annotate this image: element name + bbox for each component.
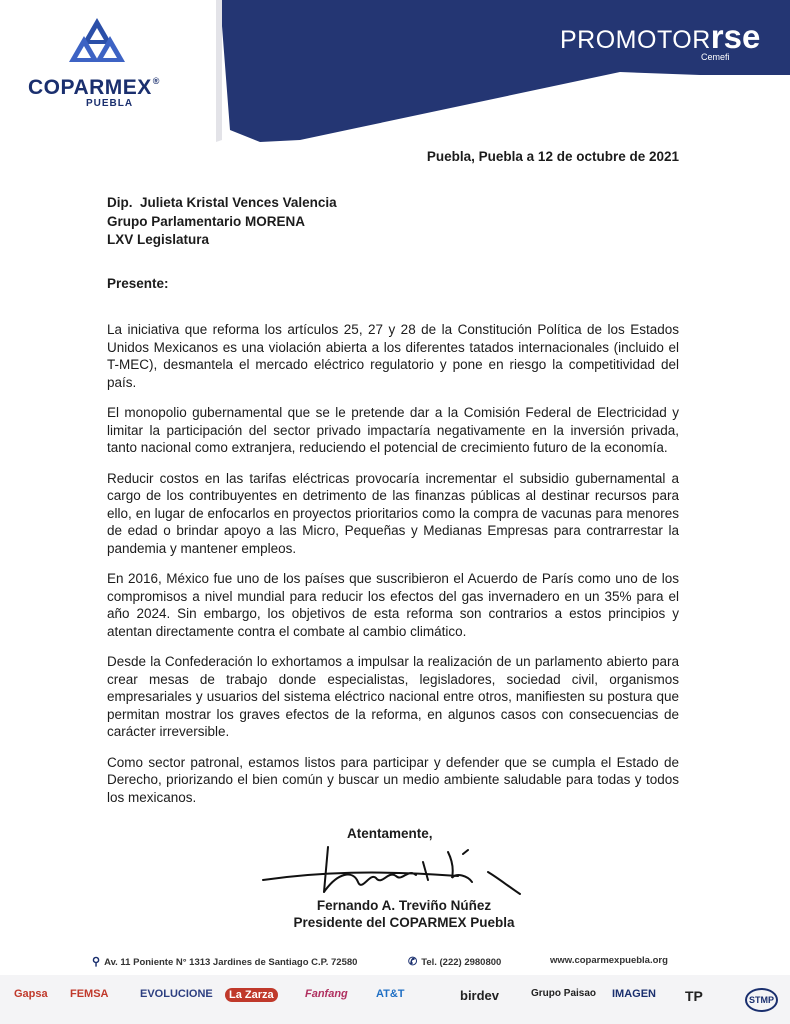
footer-website[interactable]: www.coparmexpuebla.org	[550, 955, 668, 966]
sponsor-logo: EVOLUCIONE	[140, 988, 213, 1000]
footer-phone: ✆ Tel. (222) 2980800	[408, 956, 502, 968]
coparmex-logo-subtitle: PUEBLA	[86, 98, 134, 109]
sponsor-logo: FEMSA	[70, 988, 109, 1000]
body-paragraph: En 2016, México fue uno de los países que suscribieron el Acuerdo de París como uno de los compromisos a nivel mundial para reducir los efectos del gas invernadero en un 35% para el año 2024. Sin embargo, los objetivos de esta reforma son contrarios a estos principios y atentan directamente contra el combate al cambio climático.	[107, 571, 679, 639]
signer-block	[274, 897, 534, 931]
sponsor-logo: birdev	[460, 988, 500, 1003]
letter-date: Puebla, Puebla a 12 de octubre de 2021	[426, 149, 679, 164]
signer-title: Presidente del COPARMEX Puebla	[293, 915, 515, 930]
body-paragraph: La iniciativa que reforma los artículos 25, 27 y 28 de la Constitución Política de los Estados Unidos Mexicanos es una violación abierta a los diferentes tatados internacionales (incluido el T-MEC), desmantela el mercado eléctrico regulatorio y pone en riesgo la competitividad del país.	[107, 322, 679, 390]
sponsor-logo: IMAGEN	[612, 988, 656, 1000]
closing: Atentamente,	[347, 826, 433, 841]
sponsor-logo: Grupo Paisao	[531, 988, 597, 999]
sponsor-logo: Fanfang	[305, 988, 348, 1000]
signer-name: Fernando A. Treviño Núñez	[316, 898, 492, 913]
location-pin-icon: ⚲	[92, 956, 101, 968]
phone-icon: ✆	[408, 956, 418, 968]
sponsor-logo: TP	[685, 988, 703, 1004]
letter-body	[107, 321, 679, 819]
sponsor-logo: STMP	[745, 988, 778, 1012]
footer-address: ⚲ Av. 11 Poniente N° 1313 Jardines de Santiago C.P. 72580	[92, 956, 358, 968]
recipient-block	[107, 194, 337, 250]
promotor-rse-logo: PROMOTORrse	[560, 18, 761, 55]
coparmex-logo-text: COPARMEX®	[28, 76, 160, 99]
sponsor-logo: La Zarza	[225, 988, 278, 1002]
cemefi-label: Cemefi	[701, 52, 730, 62]
sponsor-logo: AT&T	[376, 988, 405, 1000]
letterhead	[0, 0, 790, 150]
greeting: Presente:	[107, 276, 169, 291]
recipient-group: Grupo Parlamentario MORENA	[107, 213, 306, 229]
recipient-legislature: LXV Legislatura	[107, 232, 210, 247]
body-paragraph: El monopolio gubernamental que se le pretende dar a la Comisión Federal de Electricidad y limitar la participación del sector privado impactaría negativamente en la inversión privada, tanto nacional como extranjera, reduciendo el potencial de crecimiento futuro de la economía.	[107, 405, 679, 455]
sponsor-logo: Gapsa	[14, 988, 48, 1000]
recipient-name: Dip. Julieta Kristal Vences Valencia	[107, 195, 337, 210]
handwritten-signature	[258, 842, 528, 902]
body-paragraph: Como sector patronal, estamos listos para participar y defender que se cumpla el Estado de Derecho, priorizando el bien común y buscar un medio ambiente saludable para todas y todos los mexicanos.	[107, 754, 679, 805]
body-paragraph: Reducir costos en las tarifas eléctricas provocaría incrementar el subsidio gubernamental a cargo de los contribuyentes en detrimento de las finanzas públicas al destinar recursos para ello, en lugar de enfocarlos en proyectos prioritarios como la compra de vacunas para menores de edad o brindar apoyo a las Micro, Pequeñas y Medianas Empresas para contrarrestar la pandemia y mantener empleos.	[107, 470, 679, 556]
body-paragraph: Desde la Confederación lo exhortamos a impulsar la realización de un parlamento abierto para crear mesas de trabajo donde especialistas, legisladores, sociedad civil, organismos empresariales y usuarios del sistema eléctrico nacional entre otros, manifiesten su postura que permitan mostrar los graves efectos de la reforma, en algunos casos con consecuencias de carácter irreversible.	[107, 654, 679, 739]
